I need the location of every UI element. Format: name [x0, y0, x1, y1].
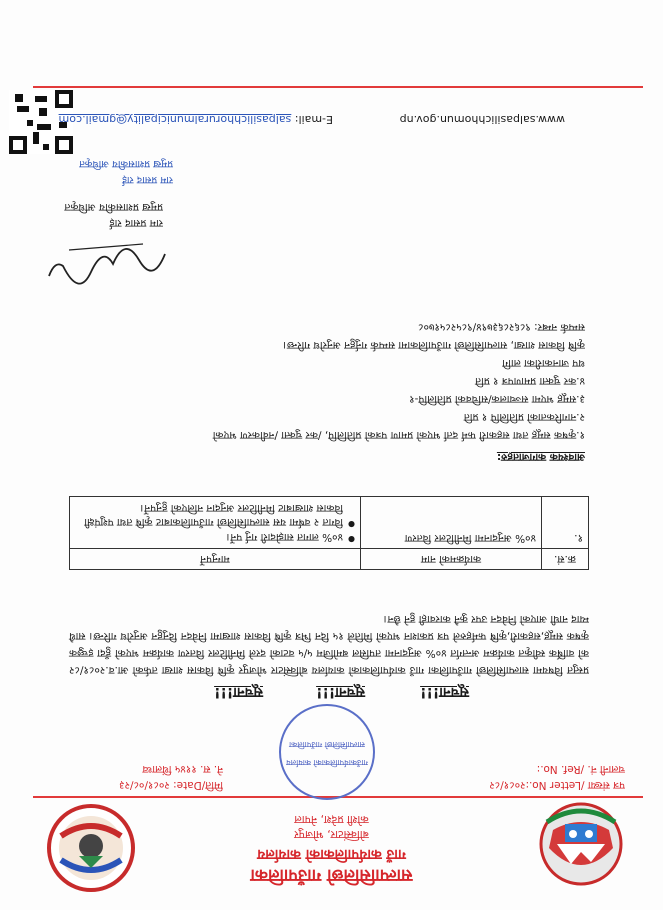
- stamp-line-1: गाउँकार्यपालिकाको कार्यालय: [286, 758, 368, 767]
- website-text[interactable]: www.salpasilichhomun.gov.np: [399, 113, 565, 126]
- notice-heading-3: सूचना!!!: [214, 684, 263, 700]
- row-requirements: [70, 497, 361, 549]
- documents-heading: आवश्यक कागजातहरु:: [496, 451, 585, 463]
- document-item: सम्पर्क नम्बर: ९८६२८६३७९४/९८५२८५१७०८: [418, 321, 585, 333]
- table-header-requirements: माग्नुपर्ने: [70, 549, 361, 570]
- table-header-sn: क्र.सं.: [542, 549, 589, 570]
- document-item: कृषि विकास शाखा, साल्पासिलिछो गाउँपालिकामा सम्पर्क गर्नुहुन अनुरोध गरिन्छ।: [282, 339, 585, 351]
- email-line: [59, 113, 333, 126]
- requirement-item: ● ४०% लागत साझेदारी गर्नु पर्ने।: [75, 530, 355, 544]
- table-row: [70, 497, 589, 549]
- signatory-role: प्रमुख प्रशासकीय अधिकृत: [64, 201, 163, 213]
- letter-date: मिति/Date: २०८१/०८/२३: [119, 779, 223, 791]
- email-label: E-mail:: [294, 113, 333, 126]
- office-stamp: [279, 704, 375, 800]
- address-line-1: बोक्सिंटार, भोजपुर: [294, 828, 369, 841]
- notice-paragraph: प्रस्तुत विषयमा साल्पासिलिछो गाउँपालिका गाउँ कार्यपालिकाको कार्यालय बोक्सिंटार भोजपुर कृषि विकास शाखा तर्फको आ.व.२०८१/८२ को वार्षिक स्वीकृत कार्यक्रम अन्तर्गत ४०% अनुदानमा तपसिल बमोजिम ५/५ वटाको दरले मिनीटिलर वितरण कार्यक्रम भएको हुँदा इच्छुक कृषक समूह,सहकारी,कृषि फर्महरुले पत्र प्रकाशन भएको मितिले १५ दिन भित्र कृषि विकास शाखामा निवेदन दिनुहुन अनुरोध गरिन्छ। साथै म्याद नाघी आएको निवेदन उपर कुनै कारवाही हुने छैन।: [69, 613, 589, 676]
- email-link[interactable]: salpasilichhoruralmunicipality@gmail.com: [58, 113, 292, 126]
- document-item: ४.कर चुक्ता प्रमाणपत्र १ प्रति: [475, 375, 585, 387]
- notice-heading-1: सूचना!!!: [420, 684, 469, 700]
- documents-list: [85, 318, 585, 444]
- stamp-line-2: साल्पासिलिछो गाउँपालिका: [289, 740, 366, 749]
- address-line-2: कोशी प्रदेश, नेपाल: [294, 813, 369, 826]
- signature-stamp-name: राम प्रसाद राई: [122, 174, 173, 185]
- office-subtitle: गाउँ कार्यपालिकाको कार्यालय: [257, 846, 406, 862]
- footer-divider: [33, 86, 643, 88]
- signature-stamp-role: प्रमुख प्रशासकीय अधिकृत: [79, 158, 173, 169]
- program-table: [69, 496, 589, 570]
- requirement-item: ● विगत २ वर्षमा यस साल्पासिलिछो गाउँपालिकाबाट कृषि तथा पशुपंक्षी विकास शाखाबाट मिनीटिलर अनुदान नलिएको हुनुपर्ने।: [75, 501, 355, 529]
- municipality-logo: [39, 800, 143, 896]
- document-item: १.कृषक समूह तथा सहकारी फर्म दर्ता भएको प्रमाण पत्रको प्रतिलिपि, /कर चुक्ता /नवीकरण भएको: [212, 429, 585, 441]
- handwritten-signature: [43, 234, 173, 294]
- municipality-title: साल्पासिलिछो गाउँपालिका: [250, 865, 413, 885]
- document-item: २.नागरिकताको प्रतिलिपि १ प्रति: [463, 411, 585, 423]
- row-program-name: ४०% अनुदानमा मिनीटिलर वितरण: [361, 497, 542, 549]
- document-item: ३.समूह भएमा सञ्चालक/सचिवको प्रतिलिपि-१: [409, 393, 585, 405]
- document-item: थप जानकारीका लागि: [502, 357, 585, 369]
- nepal-sambat-date: ने. स. ११४५ थिंलाथ्व: [142, 763, 223, 775]
- row-serial: १.: [542, 497, 589, 549]
- nepal-emblem-logo: [529, 796, 633, 892]
- reference-number: चलानी नं. /Ref. No.:: [536, 763, 625, 775]
- table-header-program: कार्यक्रमको नाम: [361, 549, 542, 570]
- letter-number: पत्र संख्या /Letter No.:२०८१/८२: [489, 779, 625, 791]
- signatory-name: राम प्रसाद राई: [109, 217, 163, 229]
- notice-heading-2: सूचना!!!: [316, 684, 365, 700]
